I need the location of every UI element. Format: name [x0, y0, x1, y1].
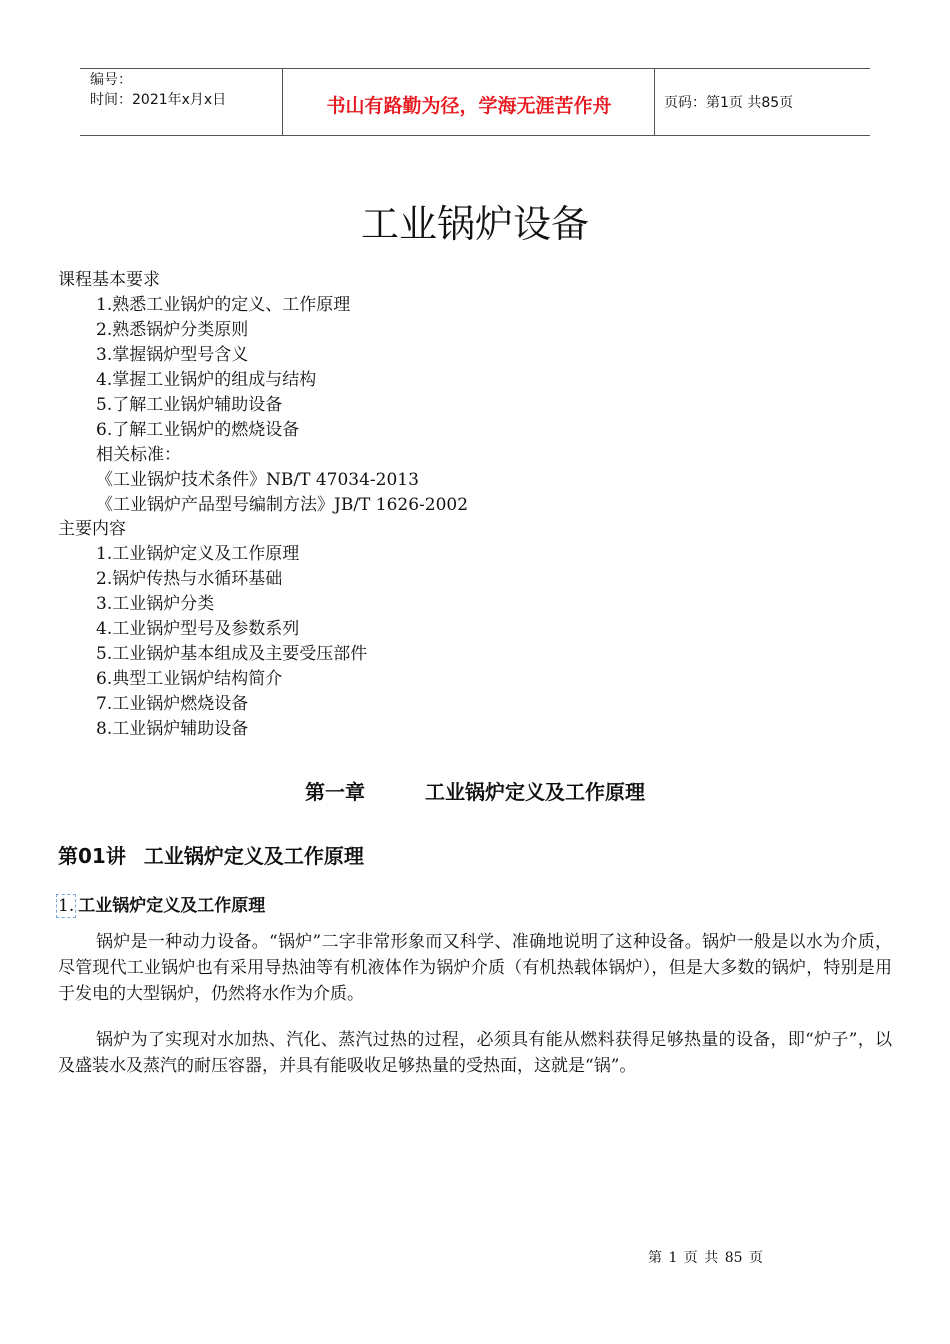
header-divider-right: [654, 68, 655, 136]
document-title: 工业锅炉设备: [360, 202, 589, 246]
contents-item-5: 5.工业锅炉基本组成及主要受压部件: [96, 644, 368, 664]
header-motto: 书山有路勤为径，学海无涯苦作舟: [326, 95, 612, 117]
requirement-item-2: 2.熟悉锅炉分类原则: [96, 320, 249, 340]
section-heading: [58, 891, 265, 916]
contents-item-2: 2.锅炉传热与水循环基础: [96, 569, 283, 589]
body-paragraph-2: 锅炉为了实现对水加热、汽化、蒸汽过热的过程，必须具有能从燃料获得足够热量的设备，即“炉子”，以及盛装水及蒸汽的耐压容器，并具有能吸收足够热量的受热面，这就是“锅”。: [58, 1030, 892, 1076]
standard-item-2: 《工业锅炉产品型号编制方法》JB/T 1626-2002: [96, 495, 469, 515]
lecture-number: 第01讲: [58, 844, 126, 868]
contents-item-6: 6.典型工业锅炉结构简介: [96, 669, 283, 689]
contents-item-3: 3.工业锅炉分类: [96, 594, 215, 614]
header-date: 时间：2021年x月x日: [90, 92, 227, 108]
standard-item-1: 《工业锅炉技术条件》NB/T 47034-2013: [96, 470, 419, 490]
chapter-heading: [0, 776, 950, 805]
contents-item-8: 8.工业锅炉辅助设备: [96, 719, 249, 739]
header-top-rule: [80, 68, 870, 69]
header-page-info: 页码：第1页 共85页: [664, 95, 794, 111]
body-paragraph-1: 锅炉是一种动力设备。“锅炉”二字非常形象而又科学、准确地说明了这种设备。锅炉一般是以水为介质，尽管现代工业锅炉也有采用导热油等有机液体作为锅炉介质（有机热载体锅炉），但是大多数的锅炉，特别是用于发电的大型锅炉，仍然将水作为介质。: [58, 932, 892, 1004]
section-number: 1.: [58, 896, 75, 916]
contents-item-4: 4.工业锅炉型号及参数系列: [96, 619, 300, 639]
section-title: 工业锅炉定义及工作原理: [78, 896, 266, 916]
lecture-title: 工业锅炉定义及工作原理: [143, 844, 364, 868]
contents-item-1: 1.工业锅炉定义及工作原理: [96, 544, 300, 564]
standards-label: 相关标准：: [96, 445, 181, 465]
requirement-item-1: 1.熟悉工业锅炉的定义、工作原理: [96, 295, 351, 315]
page-footer: 第 1 页 共 85 页: [648, 1250, 763, 1266]
lecture-heading: [58, 840, 364, 869]
requirement-item-4: 4.掌握工业锅炉的组成与结构: [96, 370, 317, 390]
header-number-label: 编号：: [90, 72, 132, 88]
chapter-number: 第一章: [305, 780, 366, 804]
chapter-title: 工业锅炉定义及工作原理: [424, 780, 645, 804]
requirement-item-5: 5.了解工业锅炉辅助设备: [96, 395, 283, 415]
requirements-heading: 课程基本要求: [58, 270, 160, 290]
requirement-item-3: 3.掌握锅炉型号含义: [96, 345, 249, 365]
contents-heading: 主要内容: [58, 519, 126, 539]
header-bottom-rule: [80, 135, 870, 136]
requirement-item-6: 6.了解工业锅炉的燃烧设备: [96, 420, 300, 440]
header-divider-left: [282, 68, 283, 136]
contents-item-7: 7.工业锅炉燃烧设备: [96, 694, 249, 714]
